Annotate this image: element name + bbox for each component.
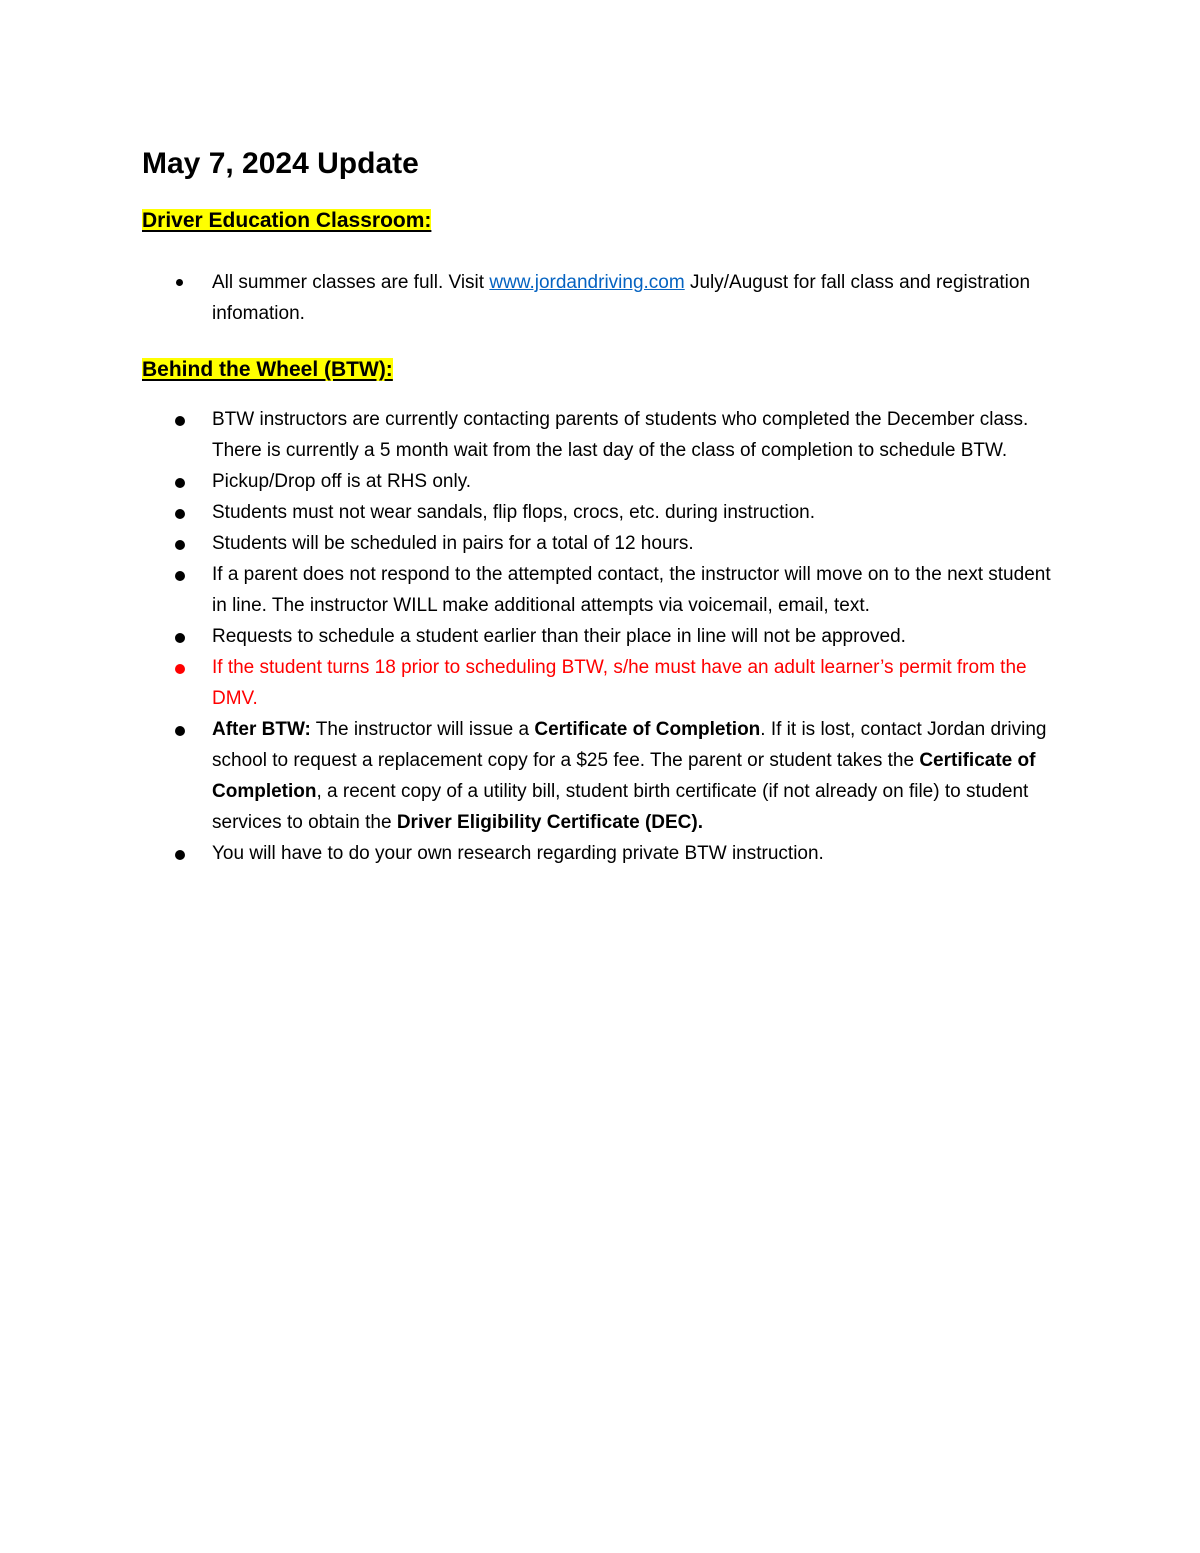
section-heading-classroom [142,207,431,235]
classroom-item-text-after: July/August for fall class and registration infomation. [212,272,1031,324]
after-btw-text-3: , a recent copy of a utility bill, student birth certificate (if not already on file) to student services to obtain the [212,781,1029,833]
list-item-after-btw [0,714,1062,838]
btw-item-text: BTW instructors are currently contacting parents of students who completed the December class. There is currently a 5 month wait from the last day of the class of completion to schedule BTW. [212,409,1029,461]
btw-item-text: You will have to do your own research regarding private BTW instruction. [212,843,824,864]
section-heading-btw [142,356,393,384]
classroom-list [0,267,1200,329]
section-heading-classroom-text: Driver Education Classroom: [142,209,432,232]
certificate-of-completion-term: Certificate of Completion [212,750,1036,802]
list-item [0,404,1062,466]
btw-warning-text: If the student turns 18 prior to scheduling BTW, s/he must have an adult learner’s permit from the DMV. [212,657,1027,709]
after-btw-text-2: . If it is lost, contact Jordan driving school to request a replacement copy for a $25 fee. The parent or student takes the [212,719,1047,771]
after-btw-label: After BTW: [212,719,311,740]
list-item [0,528,1062,559]
list-item [0,267,1062,329]
list-item [0,838,1062,869]
certificate-of-completion-term: Certificate of Completion [534,719,761,740]
btw-item-text: Students must not wear sandals, flip flops, crocs, etc. during instruction. [212,502,816,523]
page-title: May 7, 2024 Update [142,147,419,180]
section-heading-btw-text: Behind the Wheel (BTW): [142,358,393,381]
list-item-warning [0,652,1062,714]
btw-item-text: If a parent does not respond to the attempted contact, the instructor will move on to the next student in line. The instructor WILL make additional attempts via voicemail, email, text. [212,564,1051,616]
list-item [0,466,1062,497]
list-item [0,559,1062,621]
btw-item-text: Pickup/Drop off is at RHS only. [212,471,472,492]
driver-eligibility-certificate-term: Driver Eligibility Certificate (DEC). [396,812,704,833]
btw-list [0,404,1200,869]
list-item [0,621,1062,652]
after-btw-text-1: The instructor will issue a [310,719,535,740]
list-item [0,497,1062,528]
btw-item-text: Requests to schedule a student earlier than their place in line will not be approved. [212,626,906,647]
btw-item-text: Students will be scheduled in pairs for a total of 12 hours. [212,533,694,554]
website-link[interactable]: www.jordandriving.com [489,272,685,293]
classroom-item-text-before: All summer classes are full. Visit [212,272,490,293]
